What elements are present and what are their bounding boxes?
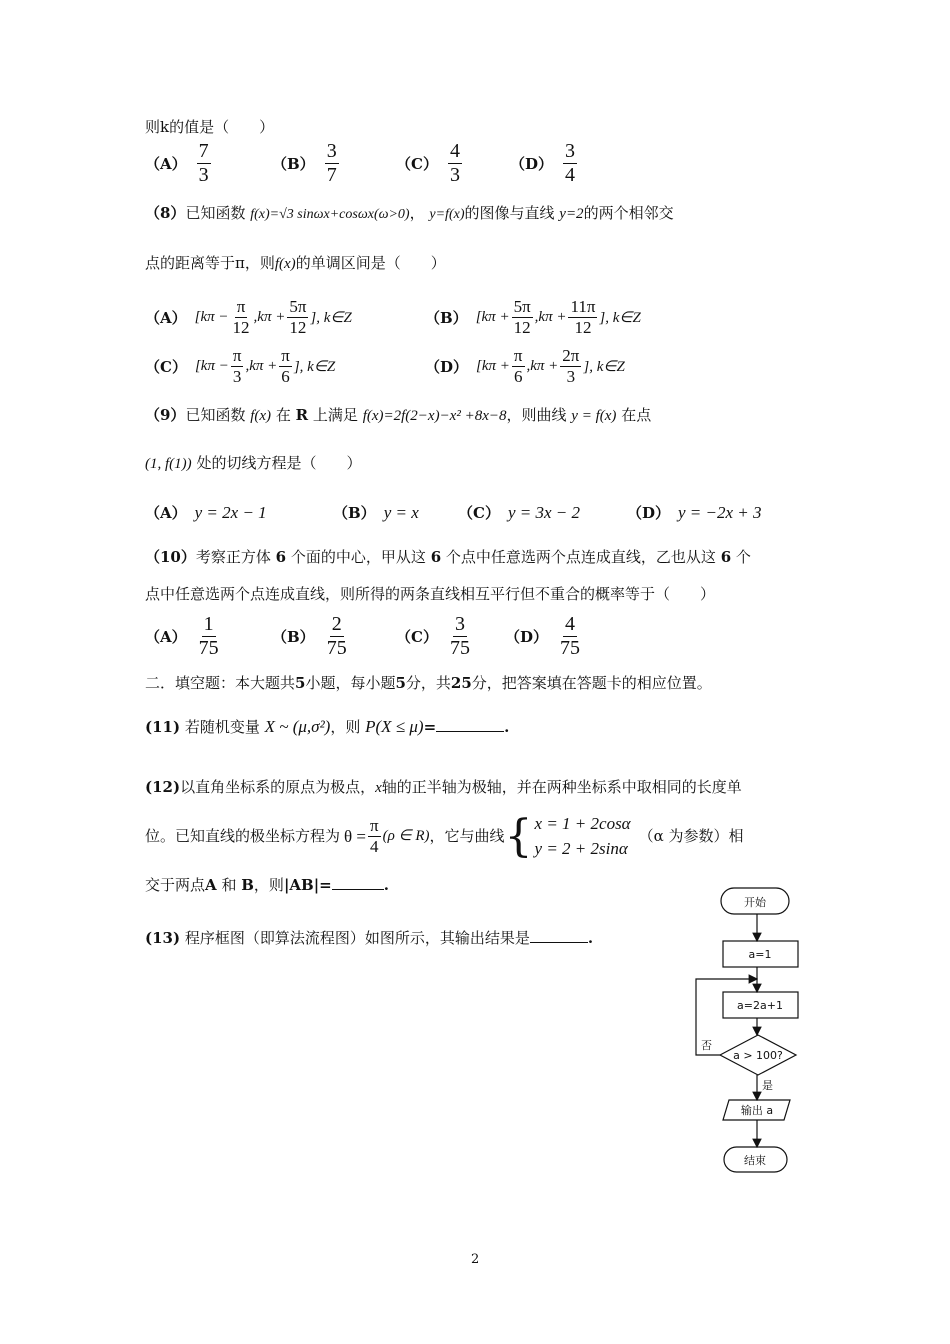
option-label: （A） (145, 628, 187, 646)
section2-heading: 二．填空题：本大题共5小题，每小题5分，共25分，把答案填在答题卡的相应位置。 (145, 674, 712, 692)
fraction (563, 141, 577, 186)
interval-mid: ,kπ + (534, 308, 567, 325)
option-expression: y = 3x − 2 (507, 502, 580, 522)
numerator: 3 (565, 140, 576, 162)
interval-start: [kπ − (194, 308, 229, 325)
denominator: 12 (574, 317, 592, 337)
fraction (568, 298, 597, 337)
numerator: 5π (289, 297, 307, 316)
numerator: 3 (326, 140, 337, 162)
fraction (197, 141, 211, 186)
q12-answer-blank[interactable] (332, 889, 384, 890)
option-label: （A） (145, 308, 187, 327)
flow-condition-label: a > 100? (733, 1049, 783, 1062)
interval-end: ], k∈Z (310, 309, 352, 326)
flow-start-label: 开始 (744, 896, 766, 909)
flowchart (680, 885, 830, 1180)
q11-answer-blank[interactable] (436, 731, 504, 732)
denominator: 6 (281, 366, 290, 386)
numerator: π (513, 346, 523, 365)
denominator: 3 (449, 164, 460, 186)
denominator: 75 (198, 637, 219, 659)
option-label: （A） (145, 504, 187, 522)
q11: (11) 若随机变量 X ~ (μ,σ²)，则 P(X ≤ μ)= . (145, 717, 510, 736)
fraction (231, 298, 252, 337)
fraction (231, 347, 244, 386)
option-label: （D） (505, 628, 549, 646)
q13: (13) 程序框图（即算法流程图）如图所示，其输出结果是 . (145, 929, 594, 947)
denominator: 3 (566, 366, 576, 386)
q7-question-tail: 则k的值是（ ） (145, 118, 275, 136)
numerator: 1 (203, 613, 214, 635)
denominator: 12 (289, 317, 307, 337)
option-label: （B） (272, 155, 315, 173)
option-expression: y = 2x − 1 (194, 502, 267, 522)
interval-end: ], k∈Z (293, 358, 336, 375)
fraction (325, 141, 339, 186)
q12-parametric-system: { x = 1 + 2cosα y = 2 + 2sinα (504, 810, 631, 862)
fraction (560, 347, 581, 386)
option-c (145, 347, 335, 386)
q10-line2: 点中任意选两个点连成直线，则所得的两条直线相互平行但不重合的概率等于（ ） (145, 585, 716, 603)
flow-end-label: 结束 (744, 1154, 766, 1167)
fraction (558, 614, 582, 659)
option-d (425, 347, 625, 386)
option-a (145, 614, 223, 659)
flow-init-label: a=1 (748, 948, 772, 961)
option-label: （D） (510, 155, 554, 173)
denominator: 3 (198, 164, 209, 186)
option-c (458, 502, 580, 523)
q9-line1: （9）已知函数 f(x) 在 R 上满足 f(x)=2f(2−x)−x² +8x−8，则曲线 y = f(x) 在点 (145, 406, 652, 424)
interval-end: ], k∈Z (599, 309, 641, 326)
q12-line2: 位。已知直线的极坐标方程为 θ = $\frac{\pi}{4}$ (ρ ∈ R) ，它与曲线 { x = 1 + 2cosα y = 2 + 2sinα （α 为参数）相 (145, 810, 744, 862)
interval-mid: ,kπ + (245, 357, 278, 374)
fraction (279, 347, 292, 386)
option-label: （C） (458, 504, 500, 522)
fraction (287, 298, 308, 337)
option-d (505, 614, 584, 659)
numerator: 3 (454, 613, 465, 635)
option-label: （A） (145, 155, 187, 173)
numerator: 4 (565, 613, 576, 635)
denominator: 75 (560, 637, 581, 659)
denominator: 75 (449, 637, 470, 659)
option-label: （B） (333, 504, 376, 522)
q10-line1: （10）考察正方体 6 个面的中心，甲从这 6 个点中任意选两个点连成直线，乙也从这 6 个 (145, 548, 751, 566)
interval-end: ], k∈Z (583, 358, 625, 375)
denominator: 7 (326, 164, 337, 186)
option-b (272, 614, 351, 659)
option-b (333, 502, 419, 523)
option-b (425, 298, 641, 337)
denominator: 4 (565, 164, 576, 186)
interval-start: [kπ + (475, 308, 510, 325)
fraction (448, 614, 472, 659)
q12-line1: (12)以直角坐标系的原点为极点，x轴的正半轴为极轴，并在两种坐标系中取相同的长度单 (145, 778, 742, 796)
q9-line2: (1, f(1)) 处的切线方程是（ ） (145, 454, 362, 472)
fraction (512, 298, 533, 337)
denominator: 12 (513, 317, 531, 337)
fraction (512, 347, 525, 386)
option-label: （B） (272, 628, 315, 646)
numerator: π (236, 297, 246, 316)
option-c (396, 614, 474, 659)
fraction (448, 141, 462, 186)
denominator: 3 (232, 366, 242, 386)
numerator: 2π (562, 346, 580, 365)
flow-yes-label: 是 (762, 1079, 773, 1092)
numerator: 4 (449, 140, 460, 162)
numerator: 11π (570, 297, 596, 316)
flow-update-label: a=2a+1 (737, 999, 783, 1012)
interval-start: [kπ − (194, 357, 229, 374)
option-label: （B） (425, 308, 468, 327)
numerator: 5π (513, 297, 531, 316)
numerator: π (232, 346, 242, 365)
q8-line2: 点的距离等于π，则f(x)的单调区间是（ ） (145, 254, 446, 272)
option-label: （C） (145, 357, 187, 376)
q8-line1: （8）已知函数 f(x)=√3 sinωx+cosωx(ω>0)， y=f(x)的图像与直线 y=2的两个相邻交 (145, 204, 674, 222)
option-expression: y = −2x + 3 (678, 502, 762, 522)
denominator: 75 (326, 637, 347, 659)
denominator: 6 (513, 366, 523, 386)
option-b (272, 141, 341, 186)
numerator: 2 (331, 613, 342, 635)
option-label: （D） (627, 504, 671, 522)
page-number: 2 (471, 1252, 480, 1267)
interval-mid: ,kπ + (526, 357, 559, 374)
denominator: 12 (232, 317, 250, 337)
interval-mid: ,kπ + (253, 308, 286, 325)
option-a (145, 141, 213, 186)
option-c (396, 141, 464, 186)
q12-line3: 交于两点A 和 B，则|AB|= . (145, 876, 389, 894)
option-a (145, 502, 267, 523)
fraction (325, 614, 349, 659)
option-d (627, 502, 762, 523)
numerator: 7 (198, 140, 209, 162)
flow-output-label: 输出 a (740, 1104, 774, 1117)
option-d (510, 141, 579, 186)
option-a (145, 298, 352, 337)
option-expression: y = x (383, 502, 419, 522)
option-label: （C） (396, 155, 438, 173)
option-label: （C） (396, 628, 438, 646)
fraction (197, 614, 221, 659)
numerator: π (281, 346, 290, 365)
interval-start: [kπ + (476, 357, 510, 374)
option-label: （D） (425, 357, 469, 376)
flow-no-label: 否 (701, 1039, 712, 1052)
q13-answer-blank[interactable] (530, 942, 588, 943)
